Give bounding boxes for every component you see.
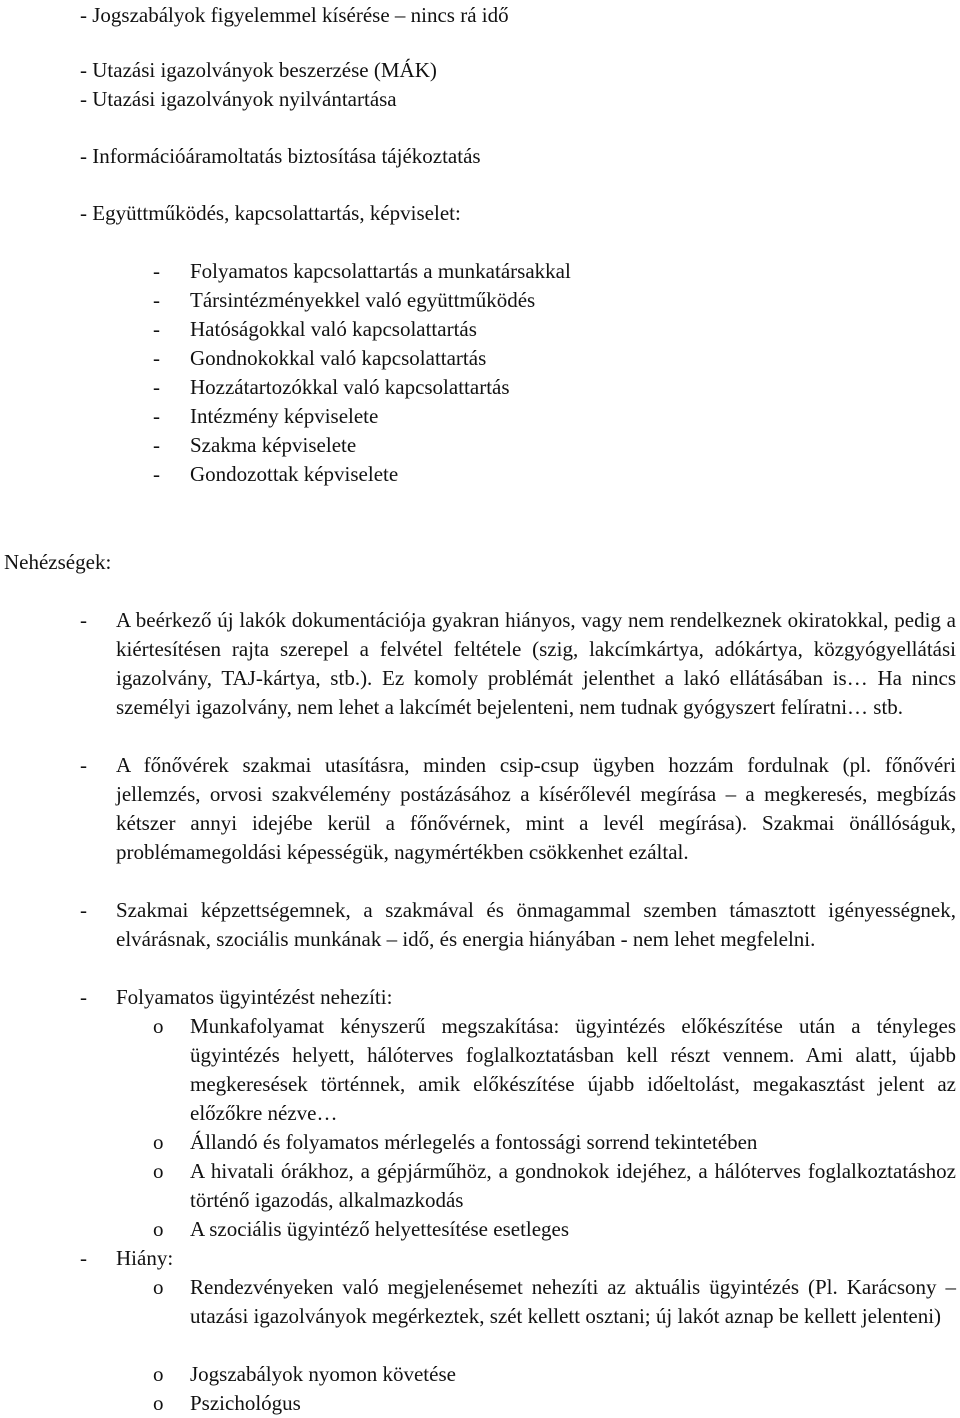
list-item: Gondozottak képviselete [190,462,399,486]
list-dash: - [153,346,160,370]
top-item-travel-passes-acquire: - Utazási igazolványok beszerzése (MÁK) [80,58,437,82]
shortage-item: Pszichológus [190,1391,301,1415]
list-dash: - [153,317,160,341]
list-dash: - [80,985,87,1009]
list-item: Szakma képviselete [190,433,357,457]
bullet-marker: o [153,1014,164,1038]
list-dash: - [80,898,87,922]
list-dash: - [153,259,160,283]
list-item: Intézmény képviselete [190,404,379,428]
list-item: Folyamatos kapcsolattartás a munkatársakkal [190,259,571,283]
process-heading: Folyamatos ügyintézést nehezíti: [116,985,393,1009]
bullet-marker: o [153,1391,164,1415]
shortage-heading: Hiány: [116,1246,174,1270]
shortage-item: Rendezvényeken való megjelenésemet nehezíti az aktuális ügyintézés (Pl. Karácsony – utazási igazolványok megérkeztek, szét kellett osztani; új lakót aznap be kellett jelenteni) [190,1275,956,1328]
shortage-item: Jogszabályok nyomon követése [190,1362,456,1386]
list-item: Társintézményekkel való együttműködés [190,288,536,312]
bullet-marker: o [153,1217,164,1241]
bullet-marker: o [153,1130,164,1154]
list-dash: - [80,1246,87,1270]
list-item: Hozzátartozókkal való kapcsolattartás [190,375,510,399]
list-dash: - [80,608,87,632]
bullet-marker: o [153,1362,164,1386]
list-dash: - [153,404,160,428]
process-item: A szociális ügyintéző helyettesítése esetleges [190,1217,570,1241]
top-item-information-flow: - Információáramoltatás biztosítása tájékoztatás [80,144,481,168]
list-dash: - [153,375,160,399]
difficulty-paragraph: A főnővérek szakmai utasításra, minden csip-csup ügyben hozzám fordulnak (pl. főnővéri jellemzés, orvosi szakvélemény postázásához a kísérőlevél megírása – a megkeresés, megbízás kétszer annyi idejébe kerül a főnővérnek, mint a levél megírása). Szakmai önállóságuk, problémamegoldási képességük, nagymértékben csökkenhet ezáltal. [116,753,956,864]
process-item: Állandó és folyamatos mérlegelés a fontossági sorrend tekintetében [190,1130,758,1154]
bullet-marker: o [153,1159,164,1183]
list-dash: - [80,753,87,777]
list-dash: - [153,433,160,457]
bullet-marker: o [153,1275,164,1299]
top-item-travel-passes-register: - Utazási igazolványok nyilvántartása [80,87,397,111]
difficulty-paragraph: Szakmai képzettségemnek, a szakmával és önmagammal szemben támasztott igényességnek, elvárásnak, szociális munkának – idő, és energia hiányában - nem lehet megfelelni. [116,898,956,951]
difficulties-heading: Nehézségek: [4,550,112,574]
list-item: Gondnokokkal való kapcsolattartás [190,346,487,370]
list-dash: - [153,462,160,486]
list-item: Hatóságokkal való kapcsolattartás [190,317,477,341]
list-dash: - [153,288,160,312]
top-item-cooperation: - Együttműködés, kapcsolattartás, képviselet: [80,201,461,225]
process-item: A hivatali órákhoz, a gépjárműhöz, a gondnokok idejéhez, a hálóterves foglalkoztatáshoz történő igazodás, alkalmazkodás [190,1159,956,1212]
process-item: Munkafolyamat kényszerű megszakítása: ügyintézés előkészítése után a tényleges ügyintézés helyett, hálóterves foglalkoztatásban kell részt vennem. Ami alatt, újabb megkeresések történnek, amik előkészítése újabb időeltolást, megakasztást jelent az előzőkre nézve… [190,1014,956,1125]
top-item-laws: - Jogszabályok figyelemmel kísérése – nincs rá idő [80,3,509,27]
difficulty-paragraph: A beérkező új lakók dokumentációja gyakran hiányos, vagy nem rendelkeznek okiratokkal, pedig a kiértesítésen rajta szerepel a felvétel feltétele (szig, lakcímkártya, adókártya, közgyógyellátási igazolvány, TAJ-kártya, stb.). Ez komoly problémát jelenthet a lakó ellátásában is… Ha nincs személyi igazolvány, nem lehet a lakcímét bejelenteni, nem tudnak gyógyszert felíratni… stb. [116,608,956,719]
